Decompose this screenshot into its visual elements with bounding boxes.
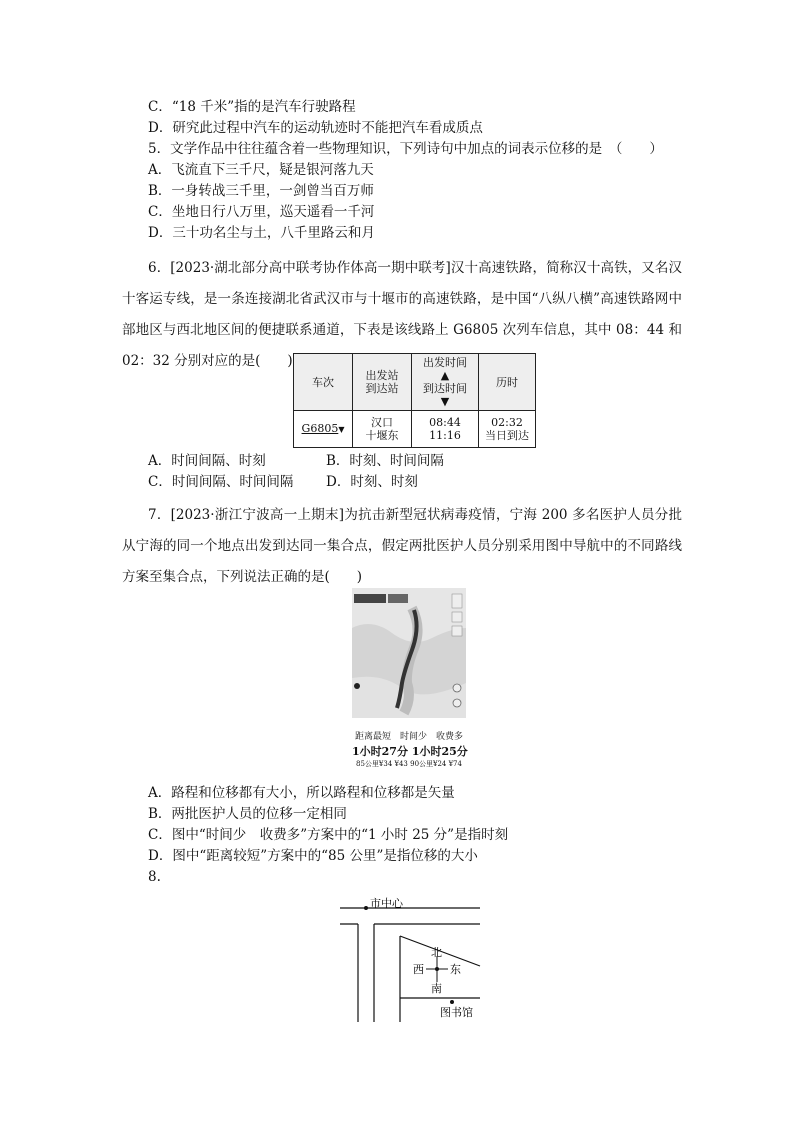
option-5a: A．飞流直下三千尺，疑是银河落九天 [148, 162, 374, 178]
map-drawing [352, 588, 466, 718]
table-header-train: 车次 [294, 354, 353, 411]
train-info-table [293, 353, 536, 448]
option-7d: D．图中“距离较短”方案中的“85 公里”是指位移的大小 [148, 848, 478, 864]
option-4d: D．研究此过程中汽车的运动轨迹时不能把汽车看成质点 [148, 120, 483, 136]
option-6d: D．时刻、时刻 [326, 474, 418, 490]
question-6: 6．[2023·湖北部分高中联考协作体高一期中联考]汉十高速铁路，简称汉十高铁，又名汉十客运专线，是一条连接湖北省武汉市与十堰市的高速铁路，是中国“八纵八横”高速铁路网中部地区与西北地区间的便捷联系通道，下表是该线路上 G6805 次列车信息，其中 08：44 和 02：32 分别对应的是( ) [122, 260, 682, 369]
label-north: 北 [431, 946, 442, 959]
table-header-duration: 历时 [479, 354, 536, 411]
option-6a: A．时间间隔、时刻 [148, 453, 266, 469]
option-4c: C．“18 千米”指的是汽车行驶路程 [148, 99, 356, 115]
question-5: 5．文学作品中往往蕴含着一些物理知识，下列诗句中加点的词表示位移的是 （ ） [148, 141, 663, 157]
table-header-time: 出发时间 ▲ 到达时间 ▼ [412, 354, 479, 411]
table-cell-duration: 02:32 当日到达 [479, 411, 536, 448]
option-5c: C．坐地日行八万里，巡天遥看一千河 [148, 204, 375, 220]
map-route-times: 1小时27分 1小时25分 [352, 745, 468, 758]
road-diagram [330, 896, 490, 1022]
option-7b: B．两批医护人员的位移一定相同 [148, 806, 347, 822]
table-cell-times: 08:44 11:16 [412, 411, 479, 448]
table-header-station: 出发站 到达站 [353, 354, 412, 411]
label-east: 东 [450, 963, 461, 976]
navigation-map-image [352, 588, 466, 718]
label-city-center: 市中心 [370, 897, 403, 910]
map-route-options: 距离最短 时间少 收费多 [354, 732, 464, 742]
question-7: 7．[2023·浙江宁波高一上期末]为抗击新型冠状病毒疫情，宁海 200 多名医护人员分批从宁海的同一个地点出发到达同一集合点，假定两批医护人员分别采用图中导航中的不同路线方案至集合点，下列说法正确的是( ) [122, 507, 682, 585]
table-cell-train: G6805▼ [294, 411, 353, 448]
map-route-distances: 85公里¥34 ¥43 90公里¥24 ¥74 [356, 760, 462, 768]
option-7c: C．图中“时间少 收费多”方案中的“1 小时 25 分”是指时刻 [148, 827, 509, 843]
question-8: 8. [148, 869, 161, 885]
option-6b: B．时刻、时间间隔 [326, 453, 444, 469]
label-south: 南 [431, 982, 442, 995]
city-center-point [364, 906, 368, 910]
option-5b: B．一身转战三千里，一剑曾当百万师 [148, 183, 374, 199]
label-west: 西 [413, 963, 424, 976]
option-5d: D．三十功名尘与土，八千里路云和月 [148, 225, 375, 241]
label-library: 图书馆 [440, 1006, 473, 1019]
option-6c: C．时间间隔、时间间隔 [148, 474, 294, 490]
dropdown-triangle-icon: ▼ [338, 425, 345, 434]
option-7a: A．路程和位移都有大小，所以路程和位移都是矢量 [148, 785, 455, 801]
table-cell-stations: 汉口 十堰东 [353, 411, 412, 448]
library-point [450, 1000, 454, 1004]
